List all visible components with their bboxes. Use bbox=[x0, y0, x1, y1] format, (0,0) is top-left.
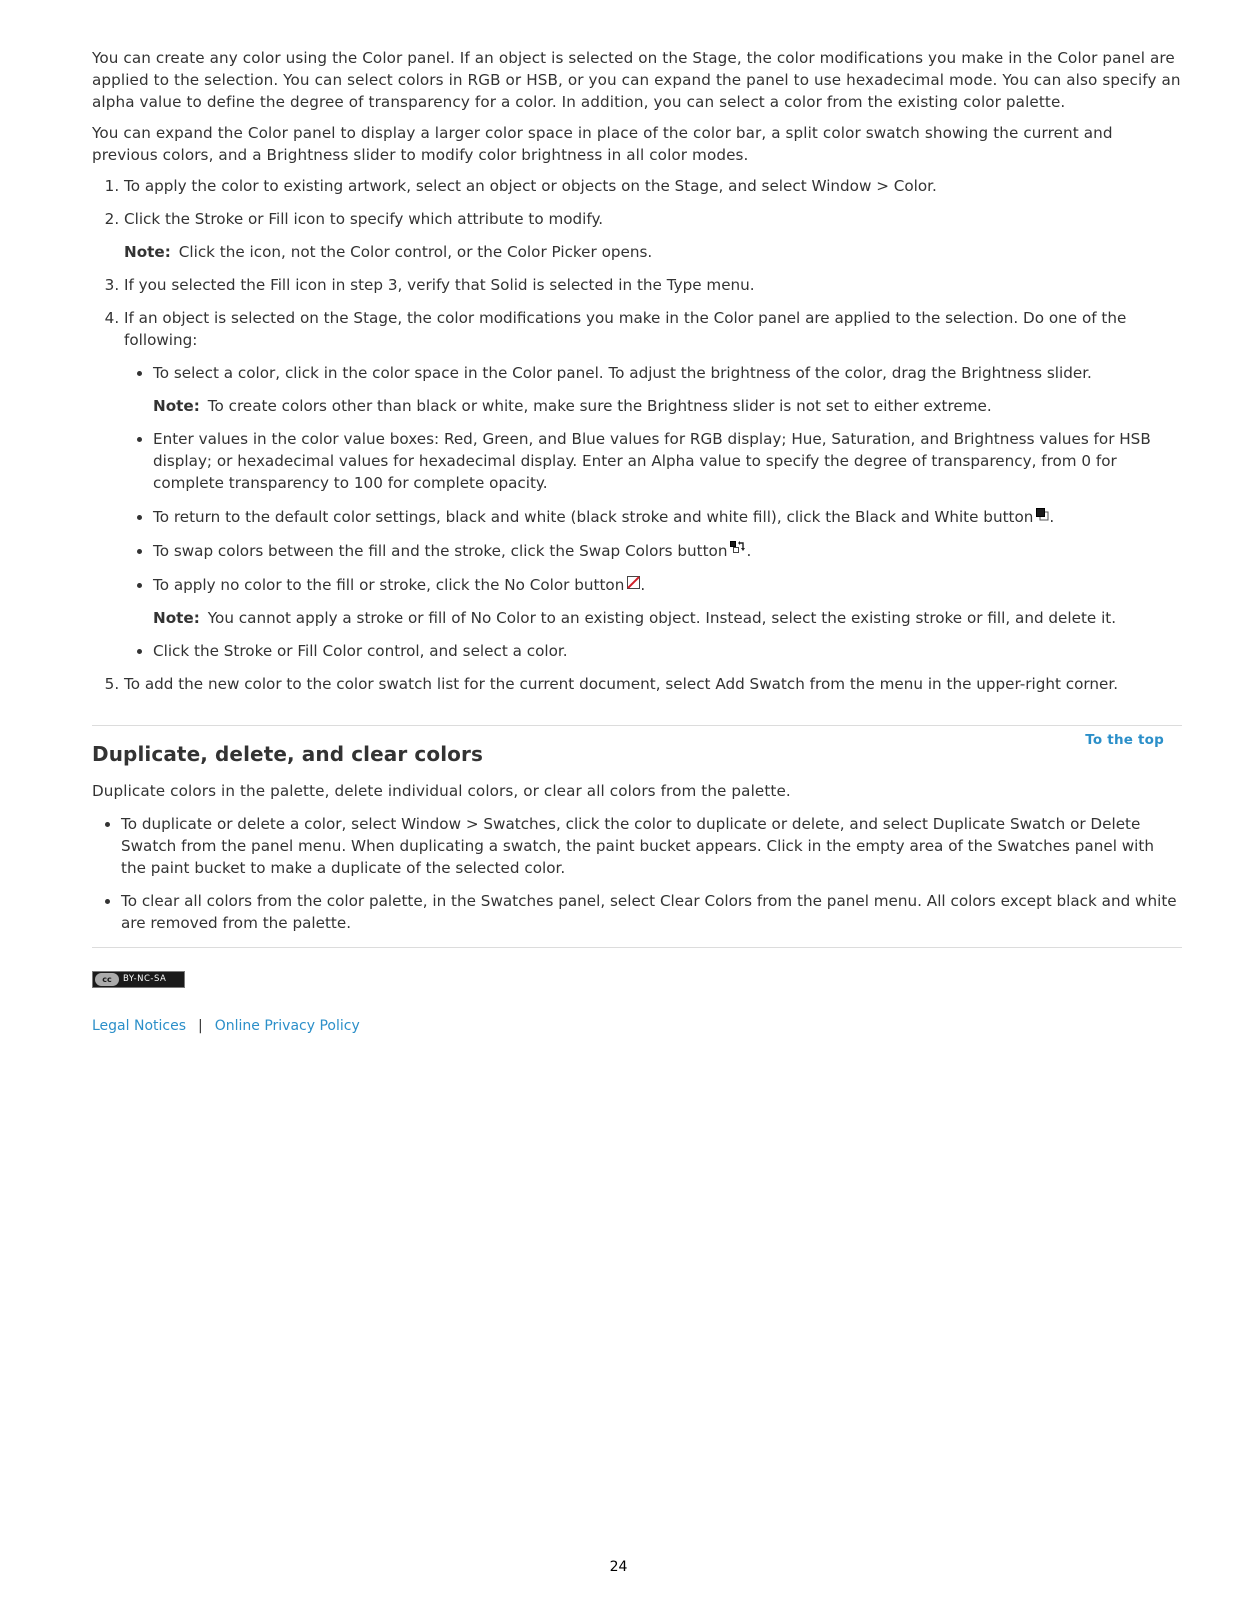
step-2-text: Click the Stroke or Fill icon to specify which attribute to modify. bbox=[124, 210, 604, 228]
option-color-space-note bbox=[124, 395, 1182, 417]
option-no-color-note bbox=[124, 607, 1182, 629]
period: . bbox=[746, 542, 752, 560]
no-color-icon bbox=[627, 573, 640, 595]
step-2 bbox=[124, 208, 1182, 263]
intro-paragraph-1: You can create any color using the Color panel. If an object is selected on the Stage, the color modifications you make in the Color panel are applied to the selection. You can select colors in RGB or HSB, or you can expand the panel to use hexadecimal mode. You can also specify an alpha value to define the degree of transparency for a color. In addition, you can select a color from the existing color palette. bbox=[92, 49, 1181, 111]
option-text: To apply no color to the fill or stroke, click the No Color button bbox=[153, 576, 625, 594]
section-divider bbox=[92, 725, 1182, 726]
page-number: 24 bbox=[609, 1559, 628, 1575]
step-4 bbox=[124, 307, 1182, 662]
note-label: Note: bbox=[153, 609, 200, 627]
creative-commons-license-badge[interactable] bbox=[92, 971, 185, 988]
license-text: BY-NC-SA bbox=[123, 974, 167, 984]
option-black-white bbox=[153, 505, 1182, 528]
option-text: Click the Stroke or Fill Color control, and select a color. bbox=[153, 642, 568, 660]
note-text: Click the icon, not the Color control, or the Color Picker opens. bbox=[178, 243, 653, 261]
step-5-text: To add the new color to the color swatch list for the current document, select Add Swatch from the menu in the upper-right corner. bbox=[124, 675, 1119, 693]
footer-separator: | bbox=[198, 1018, 203, 1034]
step-1 bbox=[124, 175, 1182, 197]
duplicate-delete-clear-section bbox=[92, 725, 1182, 948]
step-4-text: If an object is selected on the Stage, the color modifications you make in the Color panel are applied to the selection. Do one of the following: bbox=[124, 309, 1127, 349]
step-4-options-end bbox=[124, 640, 1182, 662]
option-text: To swap colors between the fill and the stroke, click the Swap Colors button bbox=[153, 542, 728, 560]
note-text: To create colors other than black or white, make sure the Brightness slider is not set to either extreme. bbox=[207, 397, 992, 415]
legal-notices-link[interactable]: Legal Notices bbox=[92, 1018, 186, 1034]
cc-logo: cc bbox=[95, 973, 119, 986]
privacy-policy-link[interactable]: Online Privacy Policy bbox=[214, 1018, 360, 1034]
note-label: Note: bbox=[153, 397, 200, 415]
option-color-control bbox=[153, 640, 1182, 662]
black-and-white-icon bbox=[1036, 505, 1049, 527]
step-4-options-cont bbox=[124, 428, 1182, 596]
section-bullets bbox=[92, 813, 1182, 934]
bullet-clear-colors: • To clear all colors from the color palette, in the Swatches panel, select Clear Colors from the panel menu. All colors except black and white are removed from the palette. bbox=[121, 890, 1182, 934]
period: . bbox=[640, 576, 646, 594]
intro-paragraph-2: You can expand the Color panel to display a larger color space in place of the color bar, a split color swatch showing the current and previous colors, and a Brightness slider to modify color brightness in all color modes. bbox=[92, 124, 1113, 164]
option-no-color bbox=[153, 573, 1182, 596]
option-text: To select a color, click in the color space in the Color panel. To adjust the brightness of the color, drag the Brightness slider. bbox=[153, 364, 1092, 382]
period: . bbox=[1049, 508, 1055, 526]
step-1-text: To apply the color to existing artwork, select an object or objects on the Stage, and select Window > Color. bbox=[124, 177, 937, 195]
section-title: Duplicate, delete, and clear colors bbox=[92, 742, 483, 766]
steps-list bbox=[92, 175, 1182, 695]
note-label: Note: bbox=[124, 243, 171, 261]
option-swap-colors bbox=[153, 539, 1182, 562]
section-intro: Duplicate colors in the palette, delete individual colors, or clear all colors from the palette. bbox=[92, 782, 791, 800]
swap-colors-icon bbox=[730, 539, 746, 561]
step-4-options bbox=[124, 362, 1182, 384]
option-color-space bbox=[153, 362, 1182, 384]
footer-links bbox=[92, 1018, 1182, 1034]
step-3-text: If you selected the Fill icon in step 3, verify that Solid is selected in the Type menu. bbox=[124, 276, 755, 294]
step-5 bbox=[124, 673, 1182, 695]
bullet-duplicate-delete: • To duplicate or delete a color, select Window > Swatches, click the color to duplicate or delete, and select Duplicate Swatch or Delete Swatch from the panel menu. When duplicating a swatch, the paint bucket appears. Click in the empty area of the Swatches panel with the paint bucket to make a duplicate of the selected color. bbox=[121, 813, 1182, 879]
step-2-note bbox=[124, 241, 1182, 263]
to-the-top-link[interactable]: To the top bbox=[1085, 732, 1164, 748]
document-page bbox=[92, 47, 1182, 1034]
note-text: You cannot apply a stroke or fill of No Color to an existing object. Instead, select the existing stroke or fill, and delete it. bbox=[207, 609, 1117, 627]
footer-divider bbox=[92, 947, 1182, 948]
option-text: To return to the default color settings, black and white (black stroke and white fill), click the Black and White button bbox=[153, 508, 1034, 526]
step-3 bbox=[124, 274, 1182, 296]
option-value-boxes bbox=[153, 428, 1182, 494]
option-text: Enter values in the color value boxes: Red, Green, and Blue values for RGB display; Hue, Saturation, and Brightness values for HSB display; or hexadecimal values for hexadecimal display. Enter an Alpha value to specify the degree of transparency, from 0 for complete transparency to 100 for complete opacity. bbox=[153, 430, 1151, 492]
